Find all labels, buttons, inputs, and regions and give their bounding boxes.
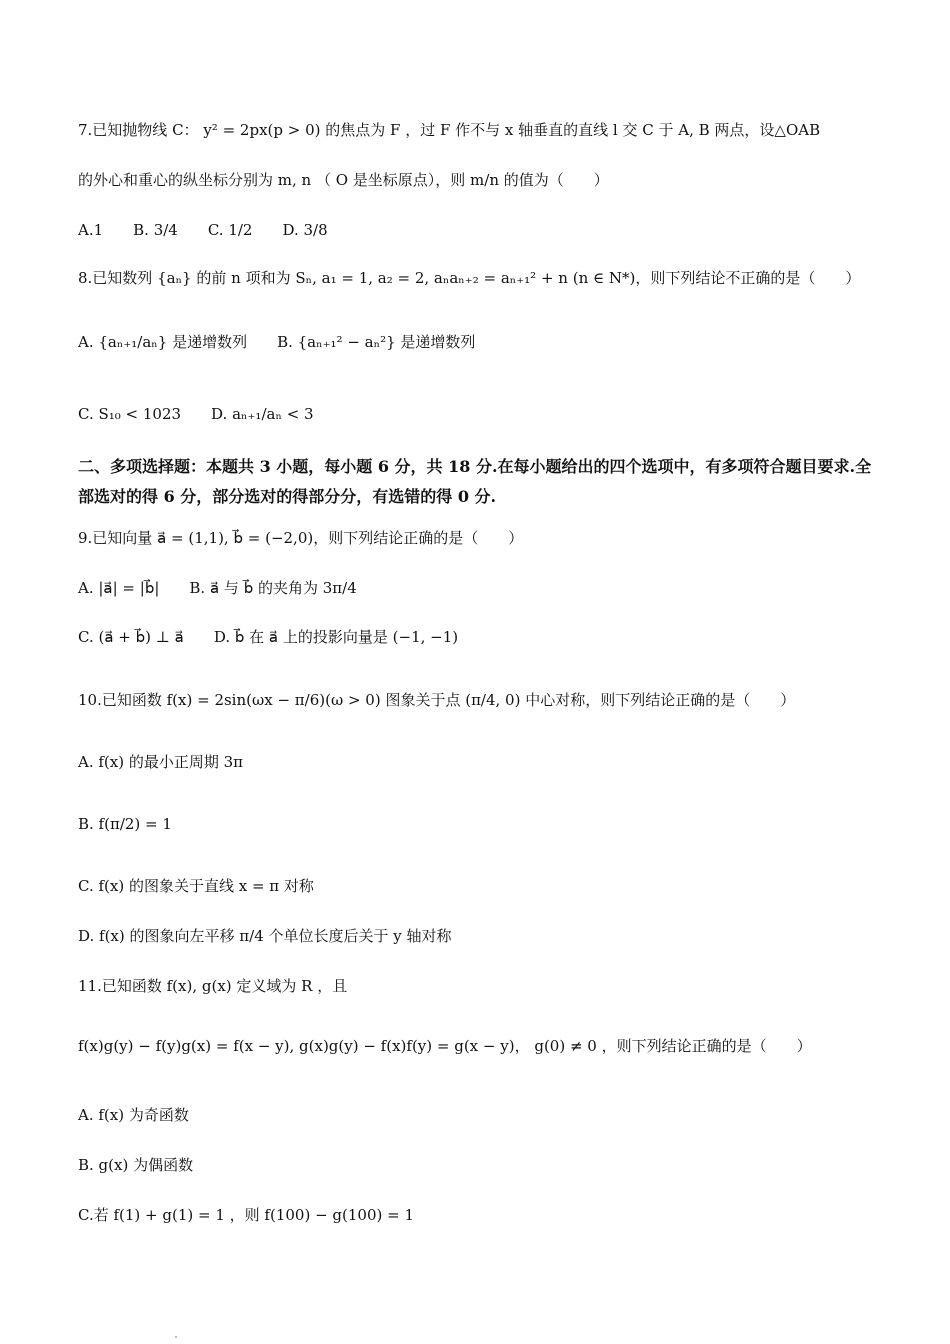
q10-option-d: D. f(x) 的图象向左平移 π/4 个单位长度后关于 y 轴对称 — [78, 927, 452, 945]
q10-stem: 10.已知函数 f(x) = 2sin(ωx − π/6)(ω > 0) 图象关于点 (π/4, 0) 中心对称，则下列结论正确的是（ ） — [78, 691, 796, 709]
section2-heading: 二、多项选择题：本题共 3 小题，每小题 6 分，共 18 分.在每小题给出的四个选项中，有多项符合题目要求.全部选对的得 6 分，部分选对的得部分分，有选错的得 0 分. — [78, 457, 872, 506]
q11-condition: f(x)g(y) − f(y)g(x) = f(x − y), g(x)g(y) − f(x)f(y) = g(x − y)， g(0) ≠ 0 ，则下列结论正确的是（ ） — [78, 1037, 812, 1055]
q9-options-ab: A. |a⃗| = |b⃗| B. a⃗ 与 b⃗ 的夹角为 3π/4 — [78, 579, 357, 597]
q7-line2: 的外心和重心的纵坐标分别为 m, n （ O 是坐标原点），则 m/n 的值为（ ） — [78, 171, 609, 189]
q10-option-b: B. f(π/2) = 1 — [78, 815, 172, 833]
q8-stem: 8.已知数列 {aₙ} 的前 n 项和为 Sₙ, a₁ = 1, a₂ = 2, aₙaₙ₊₂ = aₙ₊₁² + n (n ∈ N*)，则下列结论不正确的是（ ） — [78, 269, 861, 287]
q10-option-c: C. f(x) 的图象关于直线 x = π 对称 — [78, 877, 314, 895]
q7-options: A.1 B. 3/4 C. 1/2 D. 3/8 — [78, 221, 328, 239]
q8-options-cd: C. S₁₀ < 1023 D. aₙ₊₁/aₙ < 3 — [78, 405, 314, 423]
q9-stem: 9.已知向量 a⃗ = (1,1), b⃗ = (−2,0)，则下列结论正确的是（ ） — [78, 529, 524, 547]
page-speck — [175, 1336, 177, 1338]
q9-options-cd: C. (a⃗ + b⃗) ⊥ a⃗ D. b⃗ 在 a⃗ 上的投影向量是 (−1, −1) — [78, 628, 459, 646]
q8-options-ab: A. {aₙ₊₁/aₙ} 是递增数列 B. {aₙ₊₁² − aₙ²} 是递增数列 — [78, 333, 476, 351]
q11-option-b: B. g(x) 为偶函数 — [78, 1156, 194, 1174]
q11-stem: 11.已知函数 f(x), g(x) 定义域为 R ，且 — [78, 977, 348, 995]
q7-line1: 7.已知抛物线 C： y² = 2px(p > 0) 的焦点为 F ，过 F 作不与 x 轴垂直的直线 l 交 C 于 A, B 两点，设△OAB — [78, 121, 821, 139]
q11-option-c: C.若 f(1) + g(1) = 1 ，则 f(100) − g(100) = 1 — [78, 1206, 414, 1224]
q11-option-a: A. f(x) 为奇函数 — [78, 1106, 189, 1124]
q10-option-a: A. f(x) 的最小正周期 3π — [78, 753, 244, 771]
